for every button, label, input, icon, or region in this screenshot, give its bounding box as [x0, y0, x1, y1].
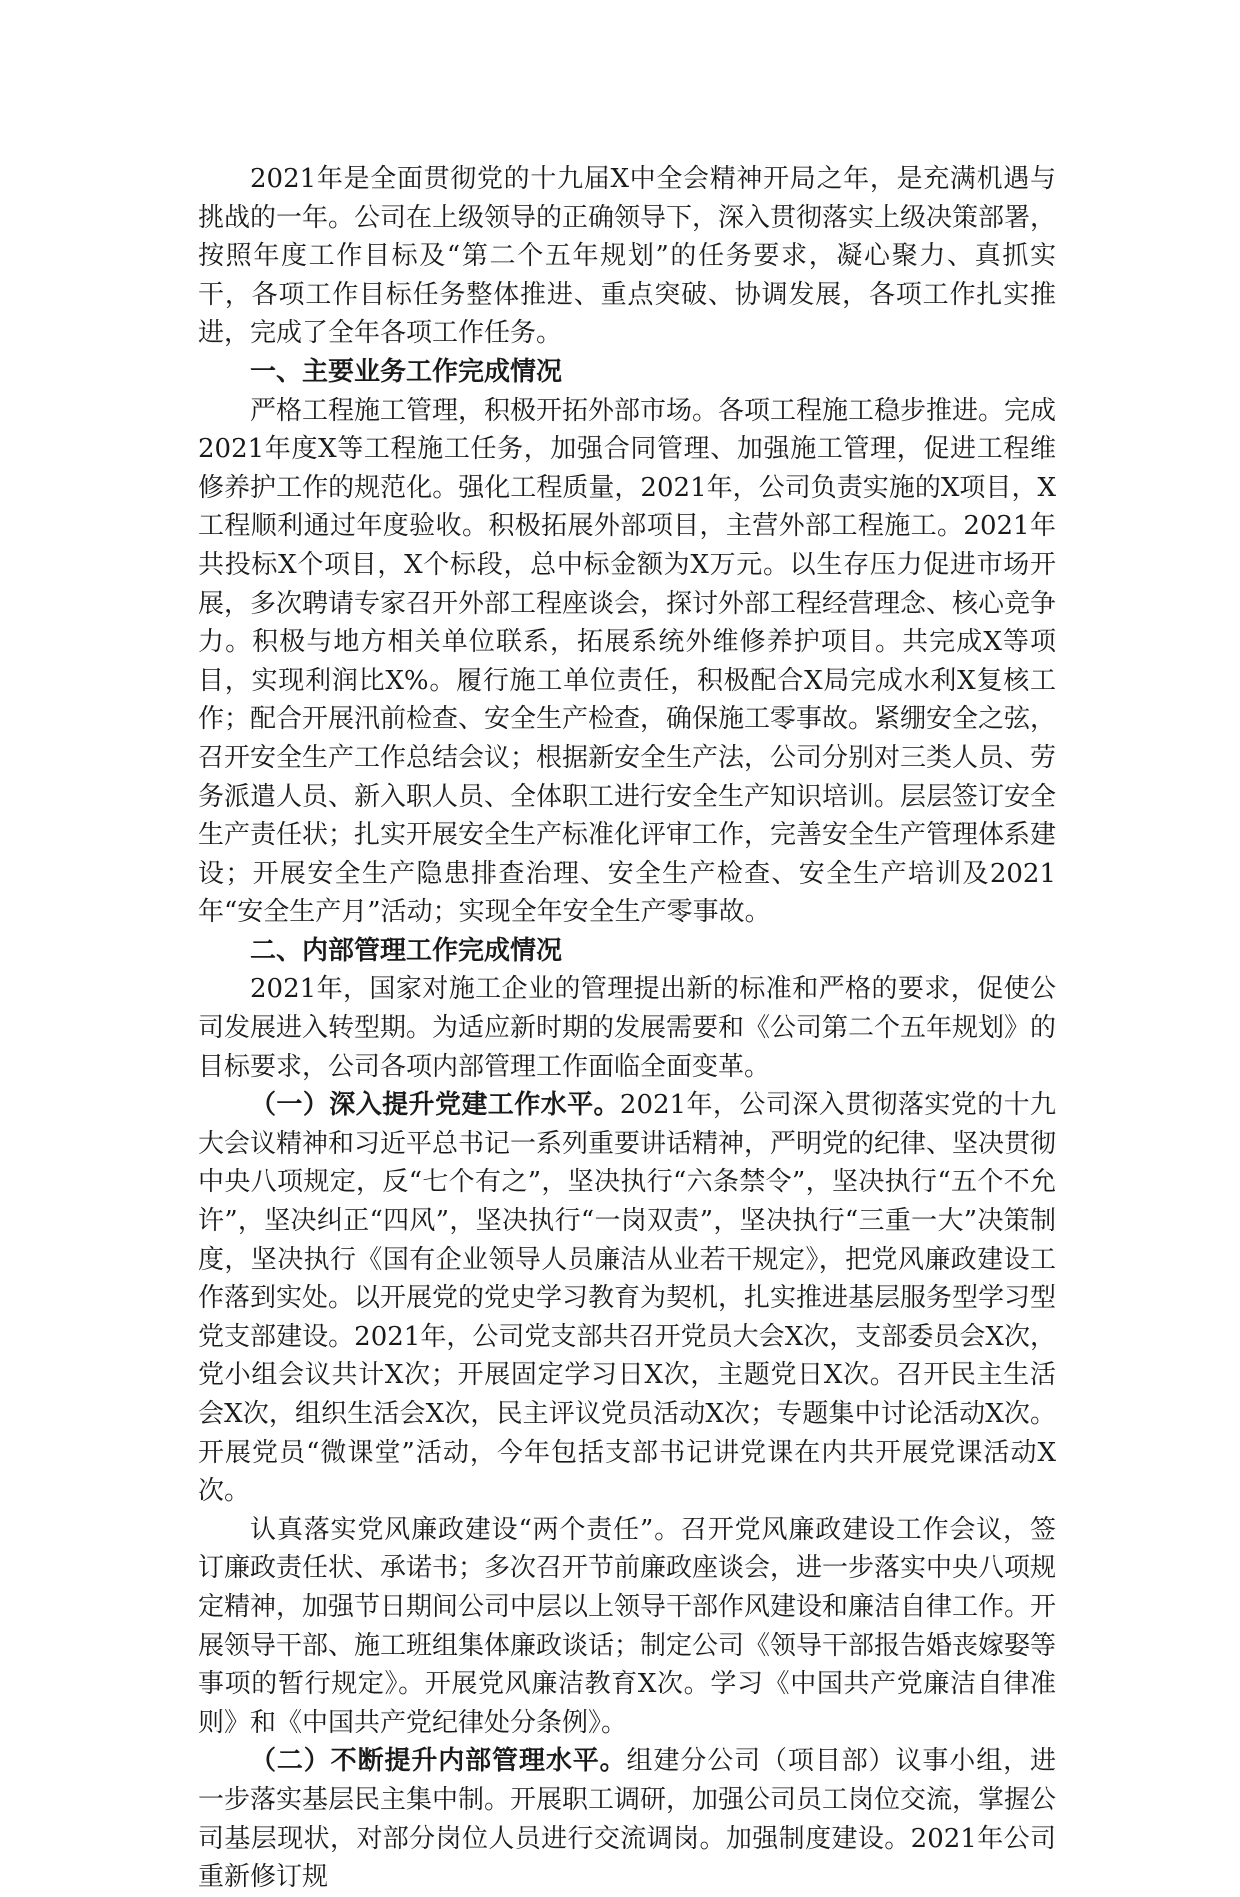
integrity-paragraph: 认真落实党风廉政建设“两个责任”。召开党风廉政建设工作会议，签订廉政责任状、承诺书；多次召开节前廉政座谈会，进一步落实中央八项规定精神，加强节日期间公司中层以上领导干部作风建设和廉洁自律工作。开展领导干部、施工班组集体廉政谈话；制定公司《领导干部报告婚丧嫁娶等事项的暂行规定》。开展党风廉洁教育X次。学习《中国共产党廉洁自律准则》和《中国共产党纪律处分条例》。 — [198, 1514, 1057, 1738]
party-building-lead: （一）深入提升党建工作水平。 — [250, 1090, 620, 1121]
business-paragraph: 严格工程施工管理，积极开拓外部市场。各项工程施工稳步推进。完成2021年度X等工程施工任务，加强合同管理、加强施工管理，促进工程维修养护工作的规范化。强化工程质量，2021年，公司负责实施的X项目，X工程顺利通过年度验收。积极拓展外部项目，主营外部工程施工。2021年共投标X个项目，X个标段，总中标金额为X万元。以生存压力促进市场开展，多次聘请专家召开外部工程座谈会，探讨外部工程经营理念、核心竞争力。积极与地方相关单位联系，拓展系统外维修养护项目。共完成X等项目，实现利润比X%。履行施工单位责任，积极配合X局完成水利X复核工作；配合开展汛前检查、安全生产检查，确保施工零事故。紧绷安全之弦，召开安全生产工作总结会议；根据新安全生产法，公司分别对三类人员、劳务派遣人员、新入职人员、全体职工进行安全生产知识培训。层层签订安全生产责任状；扎实开展安全生产标准化评审工作，完善安全生产管理体系建设；开展安全生产隐患排查治理、安全生产检查、安全生产培训及2021年“安全生产月”活动；实现全年安全生产零事故。 — [198, 395, 1057, 928]
party-building-text: 2021年，公司深入贯彻落实党的十九大会议精神和习近平总书记一系列重要讲话精神，严明党的纪律、坚决贯彻中央八项规定，反“七个有之”，坚决执行“六条禁令”，坚决执行“五个不允许”，坚决纠正“四风”，坚决执行“一岗双责”，坚决执行“三重一大”决策制度，坚决执行《国有企业领导人员廉洁从业若干规定》，把党风廉政建设工作落到实处。以开展党的党史学习教育为契机，扎实推进基层服务型学习型党支部建设。2021年，公司党支部共召开党员大会X次，支部委员会X次，党小组会议共计X次；开展固定学习日X次，主题党日X次。召开民主生活会X次，组织生活会X次，民主评议党员活动X次；专题集中讨论活动X次。开展党员“微课堂”活动，今年包括支部书记讲党课在内共开展党课活动X次。 — [198, 1090, 1057, 1507]
management-lead: （二）不断提升内部管理水平。 — [250, 1746, 627, 1777]
section-heading-internal: 二、内部管理工作完成情况 — [250, 935, 563, 966]
management-text: 组建分公司（项目部）议事小组，进一步落实基层民主集中制。开展职工调研，加强公司员工岗位交流，掌握公司基层现状，对部分岗位人员进行交流调岗。加强制度建设。2021年公司重新修订规 — [198, 1746, 1057, 1893]
party-building-paragraph — [198, 1086, 1056, 1511]
document-page — [198, 160, 1056, 1897]
section-heading-business: 一、主要业务工作完成情况 — [250, 356, 563, 387]
internal-intro-paragraph: 2021年，国家对施工企业的管理提出新的标准和严格的要求，促使公司发展进入转型期。为适应新时期的发展需要和《公司第二个五年规划》的目标要求，公司各项内部管理工作面临全面变革。 — [198, 974, 1057, 1082]
management-paragraph — [198, 1742, 1056, 1896]
intro-paragraph: 2021年是全面贯彻党的十九届X中全会精神开局之年，是充满机遇与挑战的一年。公司在上级领导的正确领导下，深入贯彻落实上级决策部署，按照年度工作目标及“第二个五年规划”的任务要求，凝心聚力、真抓实干，各项工作目标任务整体推进、重点突破、协调发展，各项工作扎实推进，完成了全年各项工作任务。 — [198, 164, 1057, 349]
